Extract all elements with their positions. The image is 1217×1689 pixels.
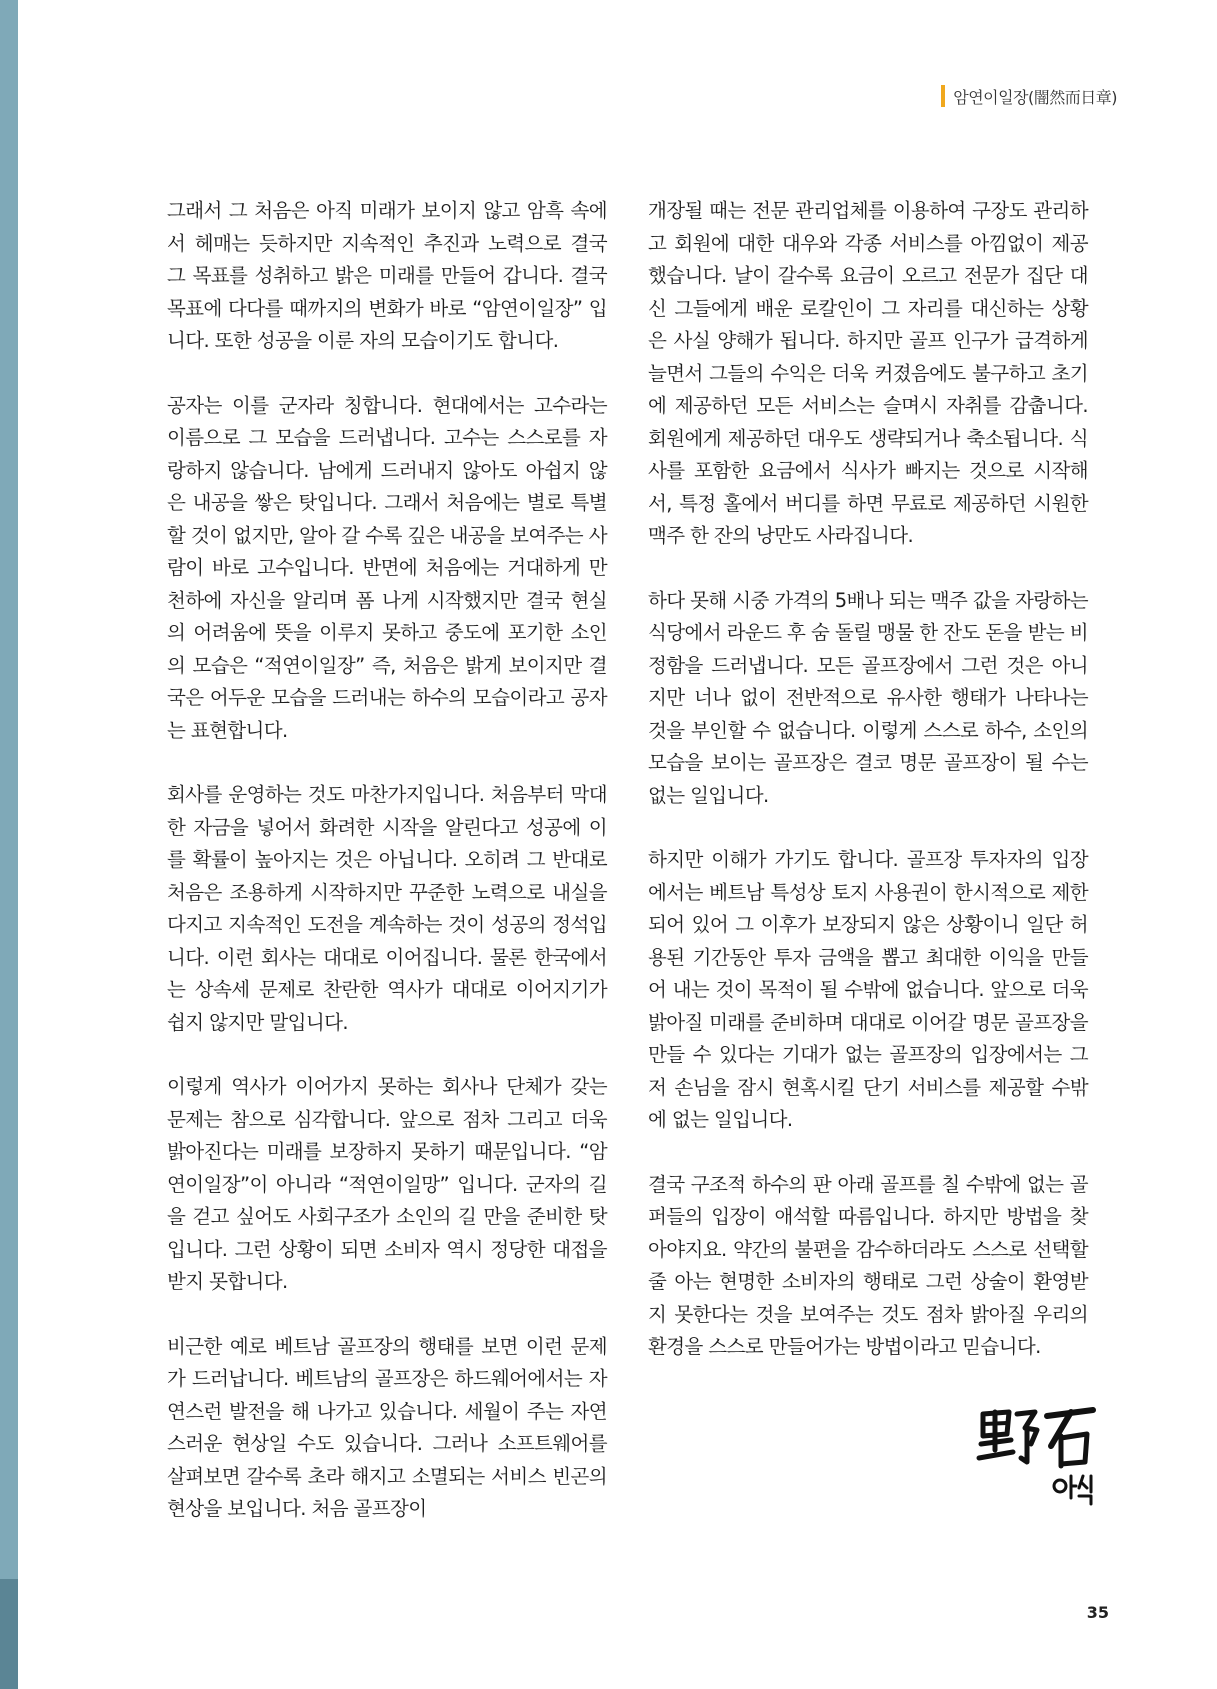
paragraph: 하지만 이해가 가기도 합니다. 골프장 투자자의 입장에서는 베트남 특성상 토지 사용권이 한시적으로 제한되어 있어 그 이후가 보장되지 않은 상황이니 일단 허용된 기간동안 투자 금액을 뽑고 최대한 이익을 만들어 내는 것이 목적이 될 수밖에 없습니다. 앞으로 더욱 밝아질 미래를 준비하며 대대로 이어갈 명문 골프장을 만들 수 있다는 기대가 없는 골프장의 입장에서는 그저 손님을 잠시 현혹시킬 단기 서비스를 제공할 수밖에 없는 일입니다. [648, 848, 1088, 1131]
signature-hangul [1054, 1476, 1091, 1504]
side-color-bar-accent [0, 1579, 18, 1689]
side-color-bar [0, 0, 18, 1689]
page-number: 35 [1086, 1603, 1109, 1622]
header-title: 암연이일장(闇然而日章) [953, 87, 1117, 107]
author-signature [975, 1400, 1105, 1510]
paragraph: 하다 못해 시중 가격의 5배나 되는 맥주 값을 자랑하는 식당에서 라운드 후 숨 돌릴 맹물 한 잔도 돈을 받는 비정함을 드러냅니다. 모든 골프장에서 그런 것은 아니지만 너나 없이 전반적으로 유사한 행태가 나타나는 것을 부인할 수 없습니다. 이렇게 스스로 하수, 소인의 모습을 보이는 골프장은 결코 명문 골프장이 될 수는 없는 일입니다. [648, 588, 1088, 807]
running-header [941, 82, 1117, 110]
paragraph: 결국 구조적 하수의 판 아래 골프를 칠 수밖에 없는 골퍼들의 입장이 애석할 따름입니다. 하지만 방법을 찾아야지요. 약간의 불편을 감수하더라도 스스로 선택할 줄 아는 현명한 소비자의 행태로 그런 상술이 환영받지 못한다는 것을 보여주는 것도 점차 밝아질 우리의 환경을 스스로 만들어가는 방법이라고 믿습니다. [648, 1172, 1088, 1358]
paragraph: 비근한 예로 베트남 골프장의 행태를 보면 이런 문제가 드러납니다. 베트남의 골프장은 하드웨어에서는 자연스런 발전을 해 나가고 있습니다. 세월이 주는 자연스러운 현상일 수도 있습니다. 그러나 소프트웨어를 살펴보면 갈수록 초라 해지고 소멸되는 서비스 빈곤의 현상을 보입니다. 처음 골프장이 [167, 1334, 607, 1520]
paragraph: 공자는 이를 군자라 칭합니다. 현대에서는 고수라는 이름으로 그 모습을 드러냅니다. 고수는 스스로를 자랑하지 않습니다. 남에게 드러내지 않아도 아쉽지 않은 내공을 쌓은 탓입니다. 그래서 처음에는 별로 특별할 것이 없지만, 알아 갈 수록 깊은 내공을 보여주는 사람이 바로 고수입니다. 반면에 처음에는 거대하게 만천하에 자신을 알리며 폼 나게 시작했지만 결국 현실의 어려움에 뜻을 이루지 못하고 중도에 포기한 소인의 모습은 “적연이일장” 즉, 처음은 밝게 보이지만 결국은 어두운 모습을 드러내는 하수의 모습이라고 공자는 표현합니다. [167, 393, 607, 742]
header-accent-mark [941, 85, 945, 107]
paragraph: 그래서 그 처음은 아직 미래가 보이지 않고 암흑 속에서 헤매는 듯하지만 지속적인 추진과 노력으로 결국 그 목표를 성취하고 밝은 미래를 만들어 갑니다. 결국 목표에 다다를 때까지의 변화가 바로 “암연이일장” 입니다. 또한 성공을 이룬 자의 모습이기도 합니다. [167, 199, 607, 352]
paragraph: 개장될 때는 전문 관리업체를 이용하여 구장도 관리하고 회원에 대한 대우와 각종 서비스를 아낌없이 제공했습니다. 날이 갈수록 요금이 오르고 전문가 집단 대신 그들에게 배운 로칼인이 그 자리를 대신하는 상황은 사실 양해가 됩니다. 하지만 골프 인구가 급격하게 늘면서 그들의 수익은 더욱 커졌음에도 불구하고 초기에 제공하던 모든 서비스는 슬며시 자취를 감춥니다. 회원에게 제공하던 대우도 생략되거나 축소됩니다. 식사를 포함한 요금에서 식사가 빠지는 것으로 시작해서, 특정 홀에서 버디를 하면 무료로 제공하던 시원한 맥주 한 잔의 낭만도 사라집니다. [648, 199, 1088, 547]
paragraph: 회사를 운영하는 것도 마찬가지입니다. 처음부터 막대한 자금을 넣어서 화려한 시작을 알린다고 성공에 이를 확률이 높아지는 것은 아닙니다. 오히려 그 반대로 처음은 조용하게 시작하지만 꾸준한 노력으로 내실을 다지고 지속적인 도전을 계속하는 것이 성공의 정석입니다. 이런 회사는 대대로 이어집니다. 물론 한국에서는 상속세 문제로 찬란한 역사가 대대로 이어지기가 쉽지 않지만 말입니다. [167, 783, 607, 1034]
left-column [167, 195, 607, 1558]
signature-hanja [979, 1410, 1093, 1466]
right-column [648, 195, 1088, 1396]
paragraph: 이렇게 역사가 이어가지 못하는 회사나 단체가 갖는 문제는 참으로 심각합니다. 앞으로 점차 그리고 더욱 밝아진다는 미래를 보장하지 못하기 때문입니다. “암연이일장”이 아니라 “적연이일망” 입니다. 군자의 길을 걷고 싶어도 사회구조가 소인의 길 만을 준비한 탓입니다. 그런 상황이 되면 소비자 역시 정당한 대접을 받지 못합니다. [167, 1075, 607, 1293]
